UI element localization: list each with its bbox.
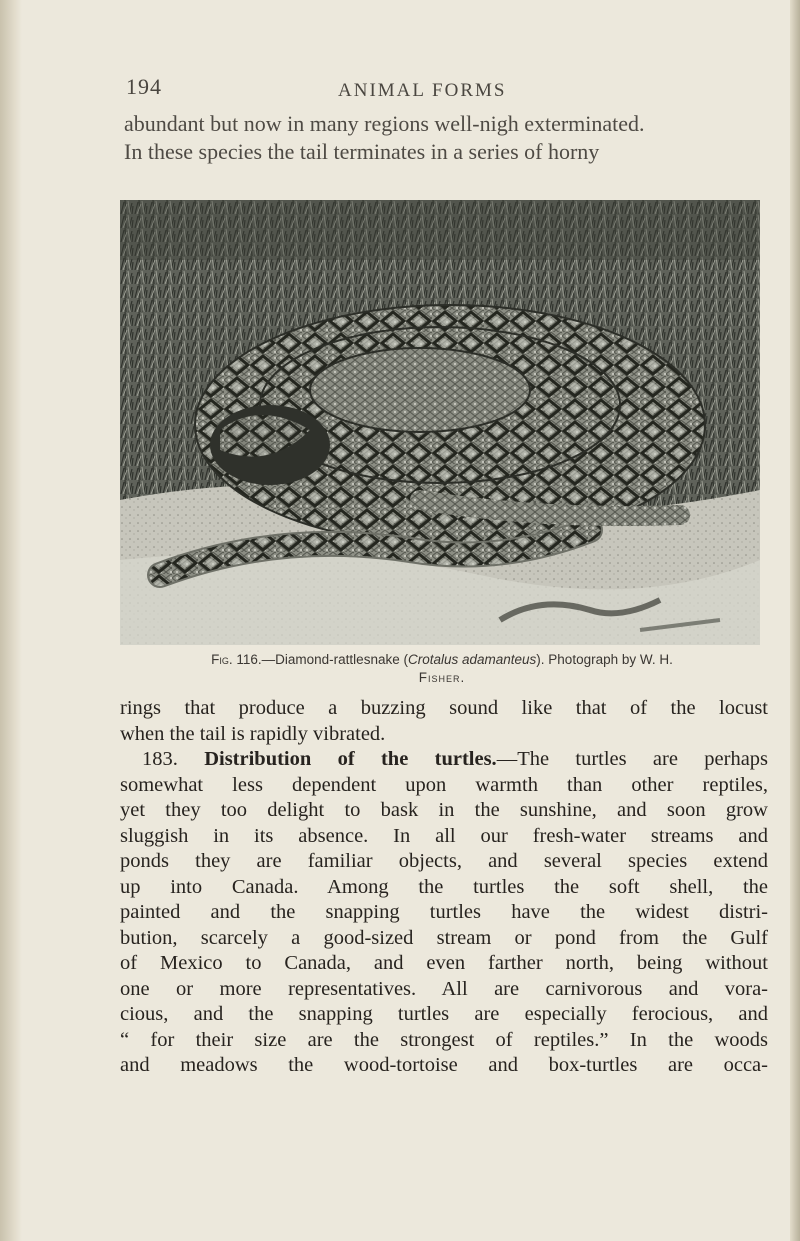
figure-label: Fig. 116. bbox=[211, 652, 262, 667]
top-line-1: abundant but now in many regions well-nigh exterminated. bbox=[124, 111, 645, 136]
section-line: —The turtles are perhaps bbox=[496, 748, 769, 770]
page-binding-edge bbox=[0, 0, 22, 1241]
running-head: ANIMAL FORMS bbox=[338, 80, 507, 101]
section-line: one or more representatives. All are carnivorous and vora- bbox=[120, 977, 768, 1000]
section-line: painted and the snapping turtles have the widest distri- bbox=[120, 901, 768, 923]
figure-title: —Diamond-rattlesnake ( bbox=[261, 652, 408, 667]
photographer-name: Fisher. bbox=[418, 670, 466, 685]
body-text bbox=[120, 696, 768, 1079]
caption-line-1 bbox=[122, 651, 762, 669]
section-line: up into Canada. Among the turtles the soft shell, the bbox=[120, 875, 768, 898]
section-heading: Distribution of the turtles. bbox=[204, 748, 497, 770]
section-line: and meadows the wood-tortoise and box-turtles are occa- bbox=[120, 1054, 768, 1076]
page-number: 194 bbox=[126, 74, 162, 99]
section-line: sluggish in its absence. In all our fresh-water streams and bbox=[120, 824, 768, 847]
photograph-illustration bbox=[120, 200, 760, 645]
figure-title-end: ). Photograph by W. H. bbox=[536, 652, 673, 667]
section-line: of Mexico to Canada, and even farther north, being without bbox=[120, 952, 768, 974]
section-line: “ for their size are the strongest of reptiles.” In the woods bbox=[120, 1028, 768, 1051]
page-right-edge bbox=[790, 0, 800, 1241]
species-name: Crotalus adamanteus bbox=[407, 652, 537, 667]
section-line: cious, and the snapping turtles are especially ferocious, and bbox=[120, 1003, 768, 1025]
top-paragraph bbox=[124, 110, 764, 166]
body-line: rings that produce a buzzing sound like that of the locust bbox=[120, 697, 768, 719]
section-line: somewhat less dependent upon warmth than other reptiles, bbox=[120, 773, 768, 796]
body-line: when the tail is rapidly vibrated. bbox=[120, 722, 386, 745]
section-183-first-line bbox=[120, 747, 768, 773]
section-line: yet they too delight to bask in the sunshine, and soon grow bbox=[120, 799, 768, 821]
figure-caption bbox=[122, 651, 762, 687]
top-line-2: In these species the tail terminates in a series of horny bbox=[124, 139, 600, 164]
section-line: bution, scarcely a good-sized stream or pond from the Gulf bbox=[120, 926, 768, 949]
section-number: 183. bbox=[142, 748, 178, 770]
section-line: ponds they are familiar objects, and several species extend bbox=[120, 850, 768, 872]
rattlesnake-photograph bbox=[120, 200, 760, 645]
